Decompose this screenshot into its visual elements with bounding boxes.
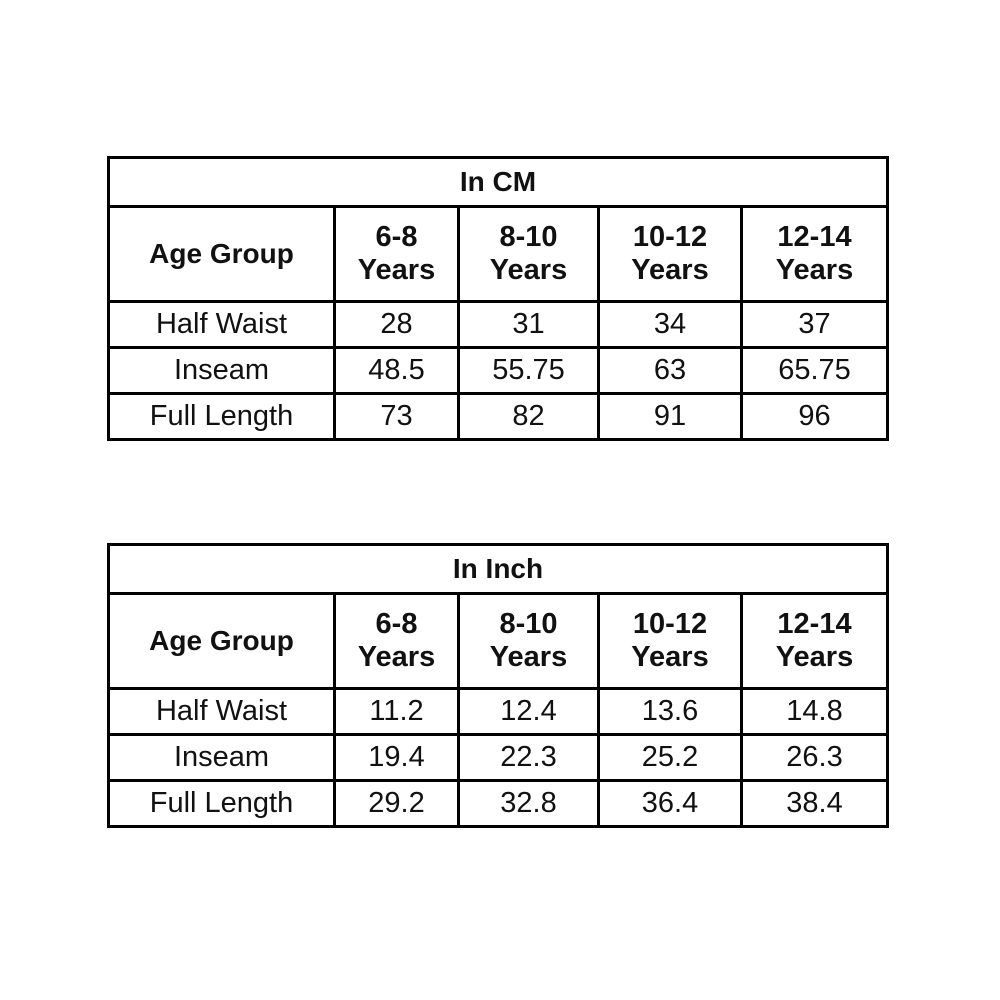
column-header — [335, 207, 459, 302]
column-header-unit: Years — [357, 254, 436, 286]
row-label: Full Length — [109, 394, 335, 440]
table-cell: 63 — [599, 348, 742, 394]
table-cell: 13.6 — [599, 689, 742, 735]
age-group-header: Age Group — [109, 207, 335, 302]
column-header-range: 6-8 — [375, 607, 418, 640]
table-cell: 82 — [459, 394, 599, 440]
table-row — [109, 302, 888, 348]
column-header-range: 10-12 — [632, 220, 708, 253]
column-header-range: 10-12 — [632, 607, 708, 640]
table-title-row — [109, 158, 888, 207]
size-table-inch — [107, 543, 889, 828]
table-cell: 38.4 — [742, 781, 888, 827]
table-cell: 91 — [599, 394, 742, 440]
table-row — [109, 348, 888, 394]
table-cell: 12.4 — [459, 689, 599, 735]
table-cell: 11.2 — [335, 689, 459, 735]
table-cell: 37 — [742, 302, 888, 348]
table-cell: 29.2 — [335, 781, 459, 827]
row-label: Full Length — [109, 781, 335, 827]
column-header-unit: Years — [489, 254, 568, 286]
column-header — [459, 207, 599, 302]
column-header — [335, 594, 459, 689]
table-cell: 34 — [599, 302, 742, 348]
column-header-unit: Years — [631, 641, 709, 673]
column-header-range: 6-8 — [375, 220, 418, 253]
row-label: Inseam — [109, 348, 335, 394]
table-cell: 73 — [335, 394, 459, 440]
column-header-unit: Years — [775, 641, 854, 673]
table-title: In Inch — [109, 545, 888, 594]
table-cell: 36.4 — [599, 781, 742, 827]
row-label: Half Waist — [109, 302, 335, 348]
age-group-header: Age Group — [109, 594, 335, 689]
table-cell: 22.3 — [459, 735, 599, 781]
table-row — [109, 735, 888, 781]
table-title: In CM — [109, 158, 888, 207]
table-header-row — [109, 207, 888, 302]
row-label: Inseam — [109, 735, 335, 781]
table-cell: 96 — [742, 394, 888, 440]
column-header-range: 12-14 — [777, 607, 852, 640]
column-header-range: 8-10 — [499, 220, 558, 253]
size-table-cm — [107, 156, 889, 441]
column-header — [599, 594, 742, 689]
column-header-unit: Years — [631, 254, 709, 286]
column-header-unit: Years — [489, 641, 568, 673]
table-row — [109, 394, 888, 440]
table-cell: 25.2 — [599, 735, 742, 781]
table-cell: 14.8 — [742, 689, 888, 735]
column-header-unit: Years — [357, 641, 436, 673]
table-row — [109, 689, 888, 735]
table-cell: 26.3 — [742, 735, 888, 781]
table-title-row — [109, 545, 888, 594]
column-header-range: 8-10 — [499, 607, 558, 640]
table-row — [109, 781, 888, 827]
table-cell: 32.8 — [459, 781, 599, 827]
column-header — [742, 207, 888, 302]
column-header-range: 12-14 — [777, 220, 852, 253]
table-cell: 28 — [335, 302, 459, 348]
column-header — [459, 594, 599, 689]
table-cell: 55.75 — [459, 348, 599, 394]
table-cell: 48.5 — [335, 348, 459, 394]
row-label: Half Waist — [109, 689, 335, 735]
column-header — [599, 207, 742, 302]
column-header — [742, 594, 888, 689]
table-cell: 31 — [459, 302, 599, 348]
table-header-row — [109, 594, 888, 689]
column-header-unit: Years — [775, 254, 854, 286]
table-cell: 19.4 — [335, 735, 459, 781]
table-cell: 65.75 — [742, 348, 888, 394]
